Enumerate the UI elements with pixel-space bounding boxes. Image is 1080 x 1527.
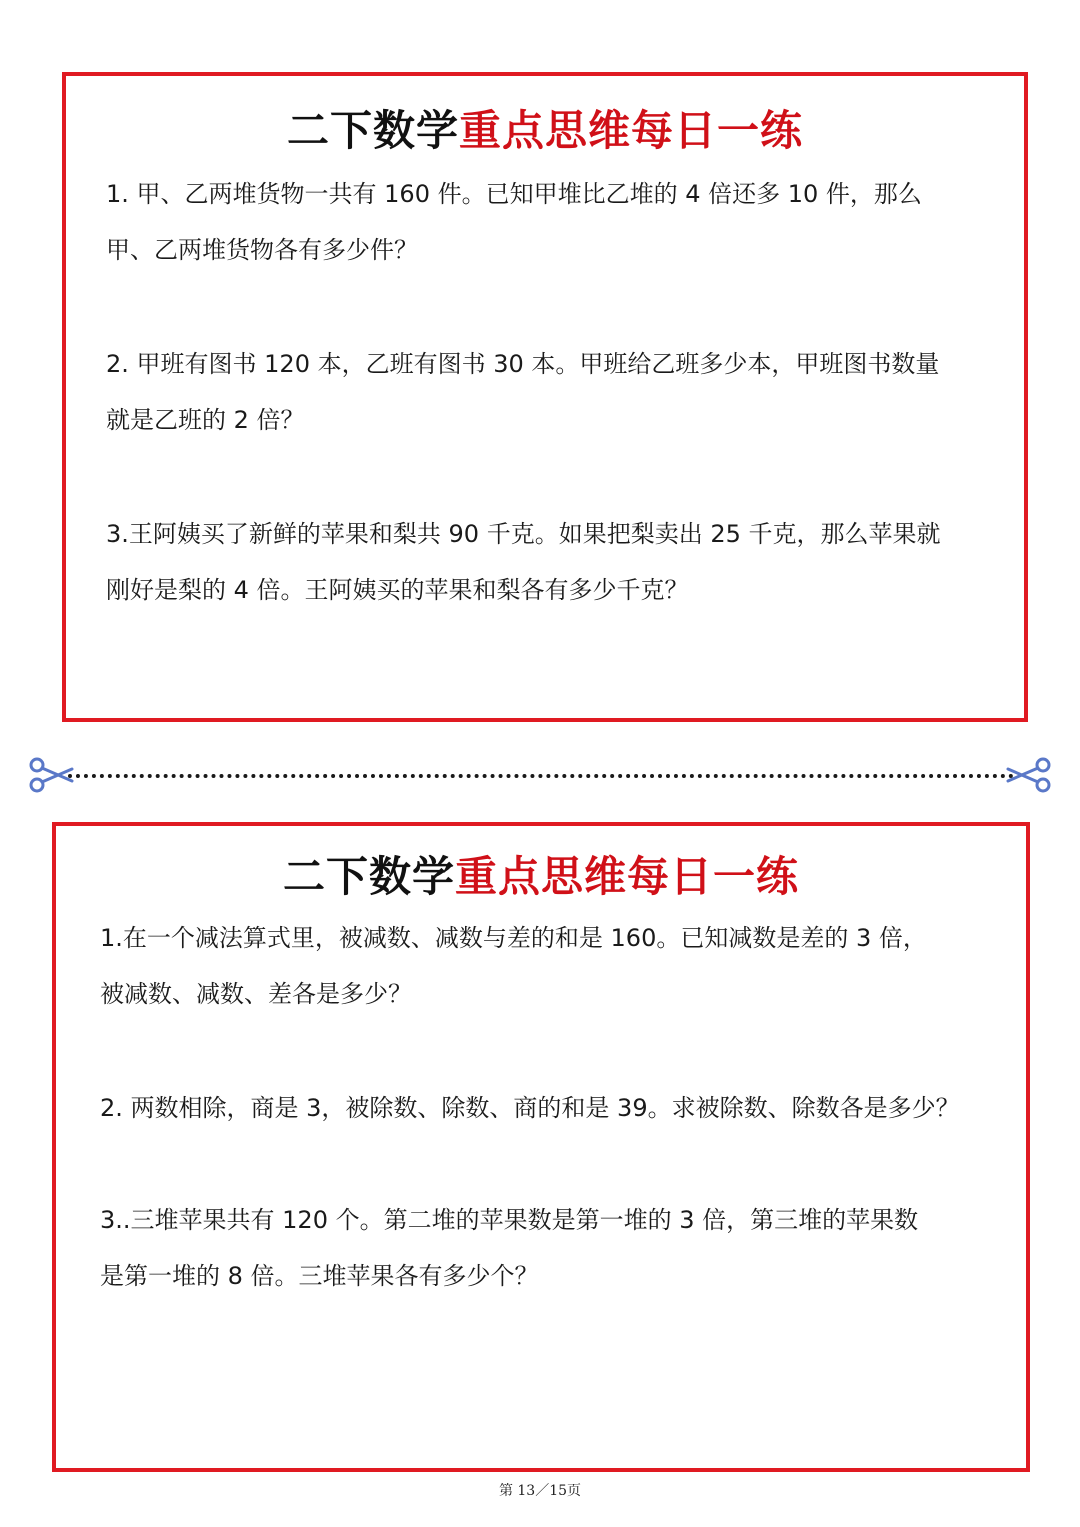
card-title-highlight: 重点思维每日一练 xyxy=(459,106,804,155)
page-number: 第 13／15页 xyxy=(498,1483,582,1499)
question-2 xyxy=(106,336,939,448)
card-title xyxy=(56,844,1026,904)
question-2-line-1: 2. 两数相除，商是 3，被除数、除数、商的和是 39。求被除数、除数各是多少？ xyxy=(100,1094,960,1122)
card-title-highlight: 重点思维每日一练 xyxy=(455,852,800,901)
question-1 xyxy=(100,910,927,1022)
question-2 xyxy=(100,1080,960,1136)
question-1 xyxy=(106,166,922,278)
question-2-line-2: 就是乙班的 2 倍？ xyxy=(106,406,305,434)
cut-line xyxy=(68,774,1014,778)
question-1-line-1: 1. 甲、乙两堆货物一共有 160 件。已知甲堆比乙堆的 4 倍还多 10 件，那么 xyxy=(106,180,922,208)
question-3 xyxy=(106,506,941,618)
question-3-line-2: 刚好是梨的 4 倍。王阿姨买的苹果和梨各有多少千克？ xyxy=(106,576,689,604)
question-3 xyxy=(100,1192,918,1304)
question-1-line-2: 被减数、减数、差各是多少？ xyxy=(100,980,412,1008)
card-title-prefix: 二下数学 xyxy=(282,852,455,901)
question-3-line-1: 3.王阿姨买了新鲜的苹果和梨共 90 千克。如果把梨卖出 25 千克，那么苹果就 xyxy=(106,520,941,548)
question-3-line-2: 是第一堆的 8 倍。三堆苹果各有多少个？ xyxy=(100,1262,539,1290)
question-1-line-2: 甲、乙两堆货物各有多少件？ xyxy=(106,236,418,264)
question-2-line-1: 2. 甲班有图书 120 本，乙班有图书 30 本。甲班给乙班多少本，甲班图书数量 xyxy=(106,350,940,378)
scissors-icon xyxy=(1006,757,1052,793)
question-1-line-1: 1.在一个减法算式里，被减数、减数与差的和是 160。已知减数是差的 3 倍， xyxy=(100,924,927,952)
practice-card-1 xyxy=(62,72,1028,722)
practice-card-2 xyxy=(52,822,1030,1472)
question-3-line-1: 3..三堆苹果共有 120 个。第二堆的苹果数是第一堆的 3 倍，第三堆的苹果数 xyxy=(100,1206,919,1234)
card-title xyxy=(66,98,1024,158)
card-title-prefix: 二下数学 xyxy=(286,106,459,155)
